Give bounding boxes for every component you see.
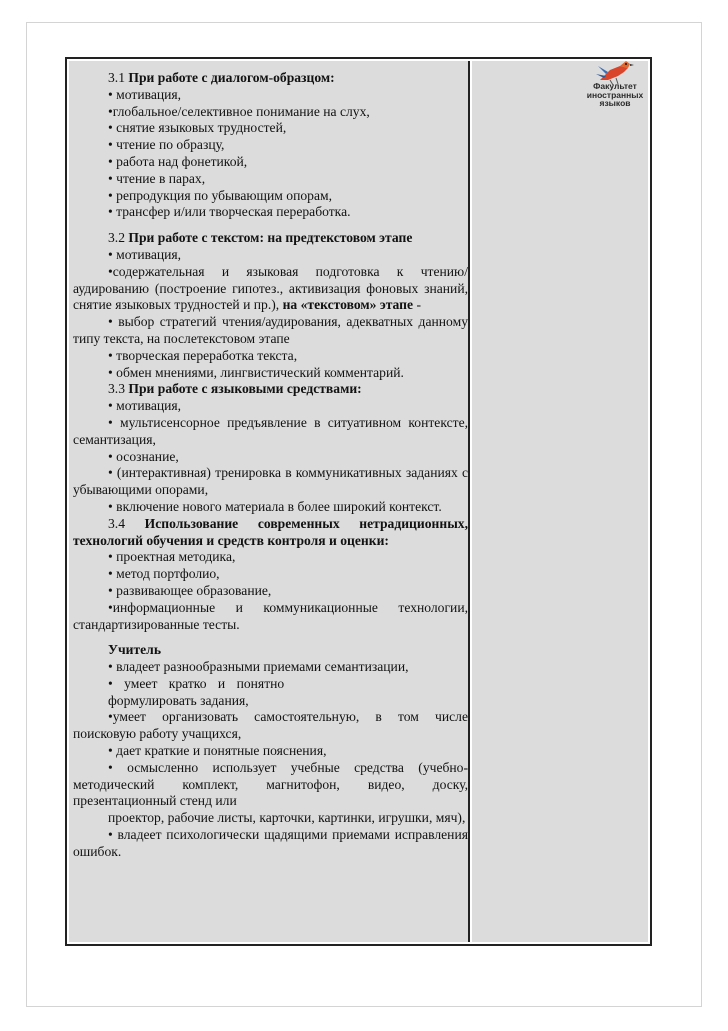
list-item: • обмен мнениями, лингвистический комментарий. (108, 364, 404, 380)
list-item: • мотивация, (108, 86, 182, 102)
list-item: • включение нового материала в более широкий контекст. (108, 498, 442, 514)
section-3-3-heading (73, 381, 468, 398)
section-3-2-heading (73, 230, 468, 247)
section-number: 3.2 (108, 230, 125, 246)
notes-cell (472, 61, 648, 942)
list-item: • осознание, (108, 448, 179, 464)
list-item: •глобальное/селективное понимание на слух, (108, 103, 370, 119)
list-item: • снятие языковых трудностей, (108, 120, 287, 136)
list-item: • выбор стратегий чтения/аудирования, адекватных данному типу текста, на послетекстовом этапе (73, 314, 468, 346)
list-item: • владеет разнообразными приемами семантизации, (108, 659, 409, 675)
list-item: • развивающее образование, (108, 582, 272, 598)
list-item: формулировать задания, (108, 692, 249, 708)
list-item: • репродукция по убывающим опорам, (108, 187, 332, 203)
list-item: • (интерактивная) тренировка в коммуникативных заданиях с убывающими опорами, (73, 465, 468, 498)
list-item: • владеет психологически щадящими приемами исправления ошибок. (73, 827, 468, 859)
section-title: При работе с текстом: на предтекстовом этапе (128, 230, 413, 246)
section-3-4-heading (73, 516, 468, 550)
list-item: • трансфер и/или творческая переработка. (108, 204, 351, 220)
list-item: • умеет кратко и понятно (108, 675, 285, 691)
item-text: - (413, 297, 421, 313)
logo-line: иностранных (586, 89, 644, 100)
item-text: •содержательная и языковая подготовка к чтению/аудированию (построение гипотез., активизация фоновых знаний, снятие языковых трудностей и пр.), (73, 263, 468, 313)
list-item: •информационные и коммуникационные технологии, стандартизированные тесты. (73, 599, 468, 632)
list-item: • проектная методика, (108, 549, 236, 565)
list-item: • работа над фонетикой, (108, 153, 248, 169)
list-item: • мотивация, (108, 246, 182, 262)
faculty-logo (580, 58, 650, 114)
section-title: При работе с диалогом-образцом: (128, 70, 335, 85)
section-number: 3.3 (108, 381, 125, 397)
section-number: 3.4 (108, 515, 125, 531)
logo-line: языков (599, 98, 631, 109)
list-item: • творческая переработка текста, (108, 347, 298, 363)
section-title: Использование современных нетрадиционных, технологий обучения и средств контроля и оценки: (73, 515, 468, 548)
document-table (65, 57, 652, 946)
section-title: При работе с языковыми средствами: (128, 381, 362, 397)
list-item: • дает краткие и понятные пояснения, (108, 743, 327, 759)
teacher-title: Учитель (108, 642, 162, 658)
section-number: 3.1 (108, 70, 125, 85)
list-item: • мотивация, (108, 398, 182, 414)
list-item: • чтение в парах, (108, 170, 206, 186)
logo-line: Факультет (593, 81, 637, 91)
logo-text (580, 82, 650, 108)
list-item (73, 264, 468, 314)
item-emphasis: на «текстовом» этапе (282, 297, 414, 313)
list-item: • метод портфолио, (108, 566, 220, 582)
list-item: • мультисенсорное предъявление в ситуативном контексте, семантизация, (73, 414, 468, 447)
section-3-1-heading (73, 70, 468, 87)
list-item: • осмысленно использует учебные средства (учебно-методический комплект, магнитофон, видео, доску, презентационный стенд или (73, 759, 468, 809)
list-item: • чтение по образцу, (108, 137, 225, 153)
teacher-heading (73, 642, 468, 659)
list-item: •умеет организовать самостоятельную, в том числе поисковую работу учащихся, (73, 709, 468, 742)
content-text (73, 70, 468, 861)
list-item: проектор, рабочие листы, карточки, картинки, игрушки, мяч), (108, 810, 466, 826)
